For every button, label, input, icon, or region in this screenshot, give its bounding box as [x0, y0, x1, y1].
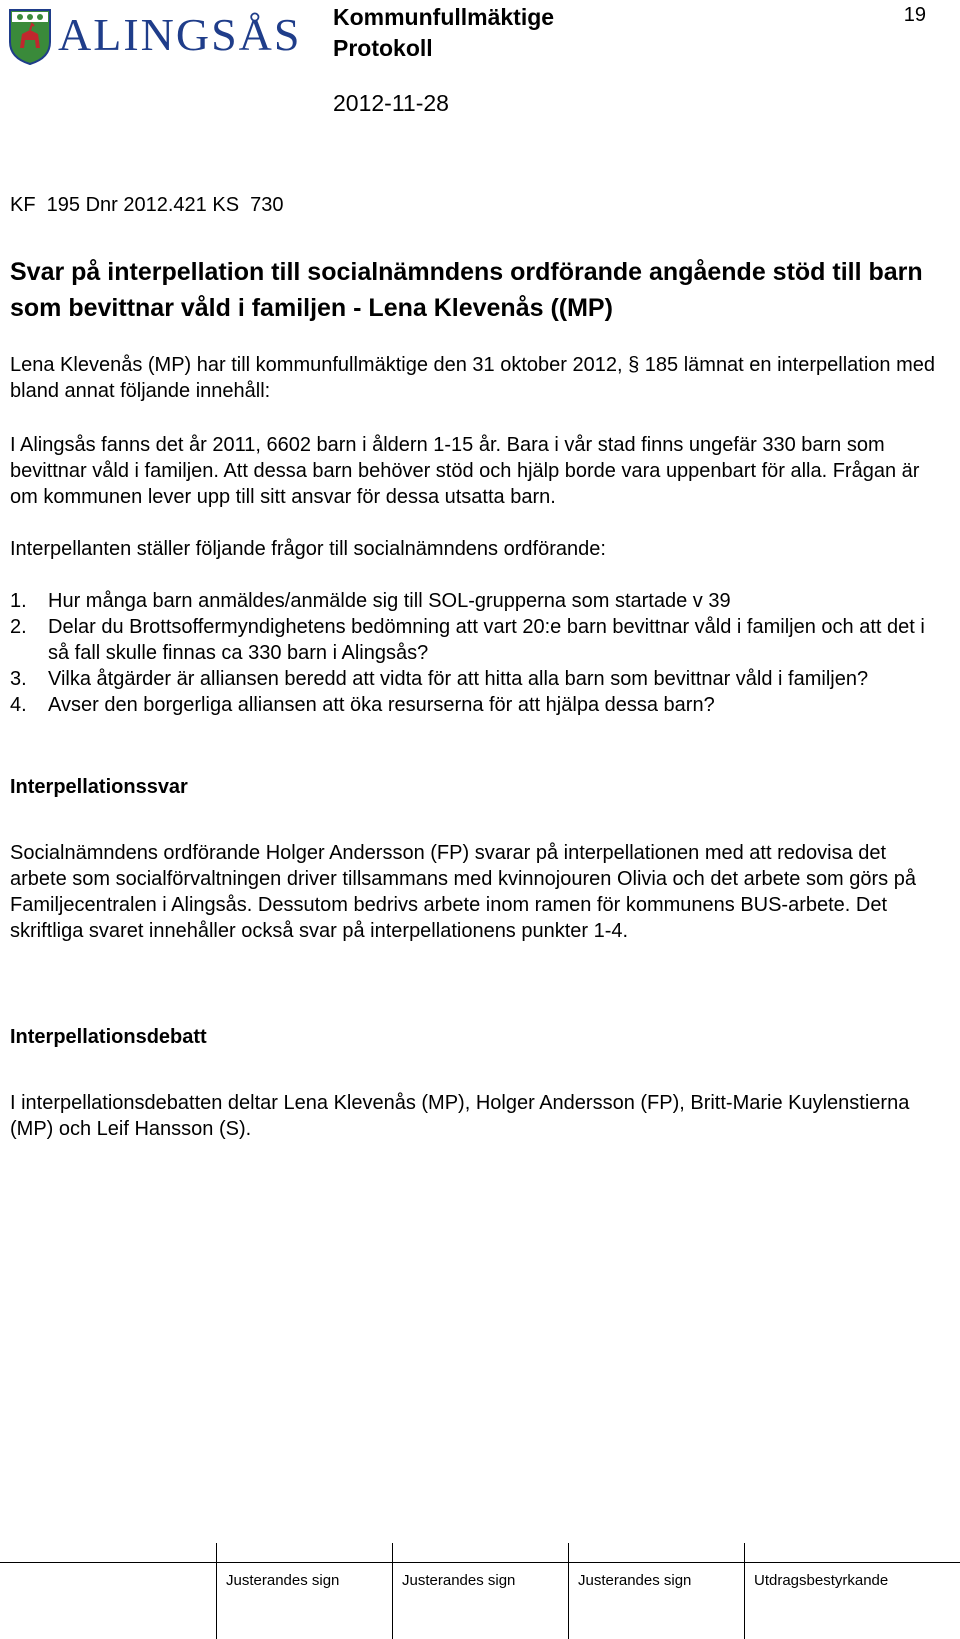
- answer-paragraph: Socialnämndens ordförande Holger Andersson (FP) svarar på interpellationen med att redovisa det arbete som socialförvaltningen driver tillsammans med kvinnojouren Olivia och det arbete som görs på Familjecentralen i Alingsås. Dessutom bedrivs arbete inom ramen för kommunens BUS-arbete. Det skriftliga svaret innehåller också svar på interpellationens punkter 1-4.: [10, 842, 916, 942]
- header-title: Kommunfullmäktige: [333, 4, 555, 30]
- answer-heading: Interpellationssvar: [10, 776, 188, 798]
- list-item-text: Delar du Brottsoffermyndighetens bedömning att vart 20:e barn bevittnar våld i familjen och att det i så fall skulle finnas ca 330 barn i Alingsås?: [48, 616, 925, 664]
- list-item-number: 4.: [10, 694, 27, 716]
- list-item: [10, 692, 945, 718]
- signature-label: Justerandes sign: [402, 1572, 516, 1589]
- footer-column-divider: [568, 1543, 569, 1639]
- debate-heading: Interpellationsdebatt: [10, 1026, 207, 1048]
- list-item-text: Hur många barn anmäldes/anmälde sig till SOL-grupperna som startade v 39: [48, 590, 731, 612]
- list-item: [10, 666, 945, 692]
- list-item-number: 3.: [10, 668, 27, 690]
- footer-column-divider: [744, 1543, 745, 1639]
- footer-column-divider: [392, 1543, 393, 1639]
- list-item-number: 1.: [10, 590, 27, 612]
- coat-of-arms-icon: [8, 8, 52, 66]
- questions-list: [10, 588, 945, 718]
- case-reference: KF 195 Dnr 2012.421 KS 730: [10, 194, 284, 216]
- list-item-number: 2.: [10, 616, 27, 638]
- header-date: 2012-11-28: [333, 90, 449, 116]
- list-item-text: Avser den borgerliga alliansen att öka resurserna för att hjälpa dessa barn?: [48, 694, 715, 716]
- questions-intro: Interpellanten ställer följande frågor till socialnämndens ordförande:: [10, 538, 606, 560]
- header-subtitle: Protokoll: [333, 35, 433, 61]
- debate-paragraph: I interpellationsdebatten deltar Lena Klevenås (MP), Holger Andersson (FP), Britt-Marie Kuylenstierna (MP) och Leif Hansson (S).: [10, 1092, 910, 1140]
- intro-paragraph: Lena Klevenås (MP) har till kommunfullmäktige den 31 oktober 2012, § 185 lämnat en interpellation med bland annat följande innehåll:: [10, 354, 935, 402]
- signature-label: Justerandes sign: [226, 1572, 340, 1589]
- footer-column-divider: [216, 1543, 217, 1639]
- alingsas-logo: [8, 8, 302, 70]
- quote-paragraph: I Alingsås fanns det år 2011, 6602 barn i åldern 1-15 år. Bara i vår stad finns ungefär 330 barn som bevittnar våld i familjen. Att dessa barn behöver stöd och hjälp borde vara uppenbart för alla. Frågan är om kommunen lever upp till sitt ansvar för dessa utsatta barn.: [10, 434, 920, 508]
- page-title: Svar på interpellation till socialnämndens ordförande angående stöd till barn som bevittnar våld i familjen - Lena Klevenås ((MP): [10, 258, 923, 322]
- footer-divider: [0, 1562, 960, 1563]
- list-item: [10, 588, 945, 614]
- list-item-text: Vilka åtgärder är alliansen beredd att vidta för att hitta alla barn som bevittnar våld i familjen?: [48, 668, 869, 690]
- page-number: 19: [903, 4, 926, 26]
- signature-label: Justerandes sign: [578, 1572, 692, 1589]
- list-item: [10, 614, 945, 666]
- logo-wordmark: ALINGSÅS: [58, 9, 302, 60]
- certification-label: Utdragsbestyrkande: [754, 1572, 889, 1589]
